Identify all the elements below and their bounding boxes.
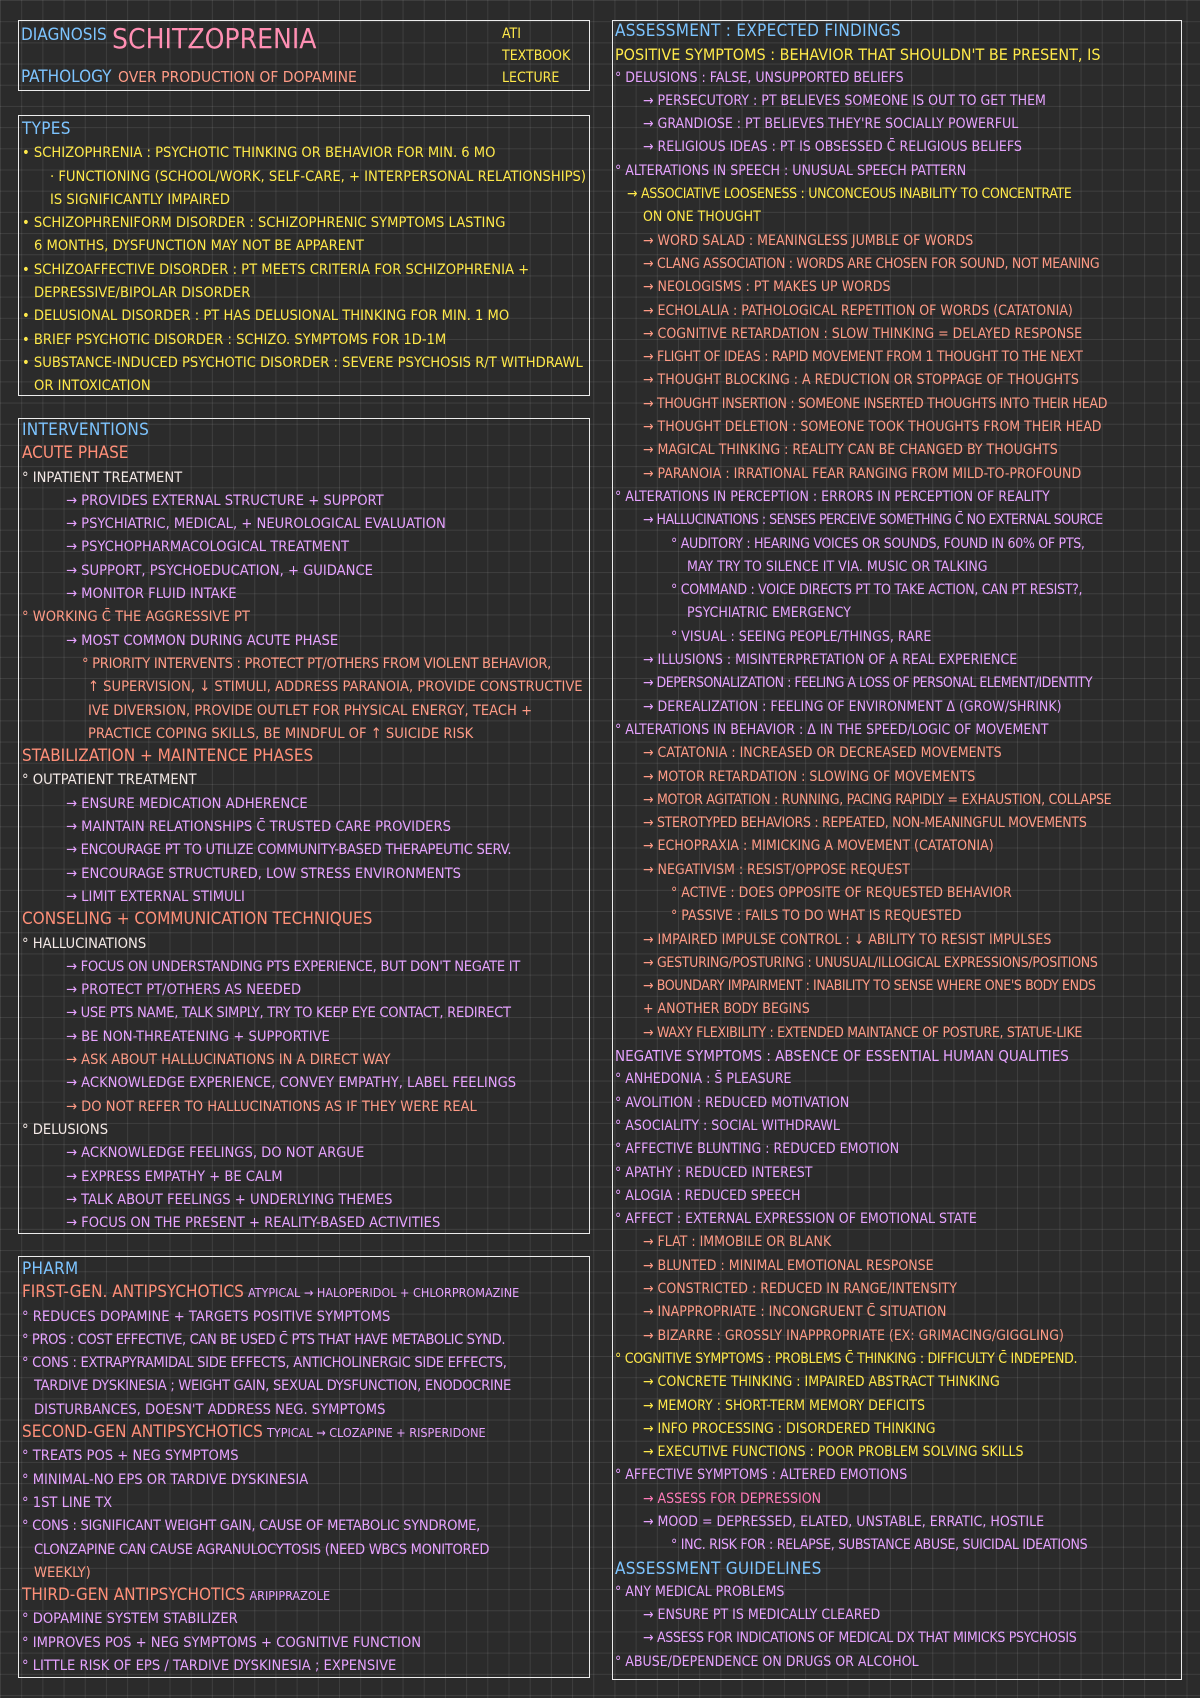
type-line: IS SIGNIFICANTLY IMPAIRED bbox=[50, 190, 230, 208]
pos-line: → IMPAIRED IMPULSE CONTROL : ↓ ABILITY TO RESIST IMPULSES bbox=[643, 931, 1052, 948]
comm-line: ° HALLUCINATIONS bbox=[22, 934, 147, 952]
pos-line: ° DELUSIONS : FALSE, UNSUPPORTED BELIEFS bbox=[615, 69, 904, 86]
pos-line: MAY TRY TO SILENCE IT VIA. MUSIC OR TALKING bbox=[687, 558, 988, 575]
guide-line: ° ANY MEDICAL PROBLEMS bbox=[615, 1583, 785, 1600]
pos-line: ° ACTIVE : DOES OPPOSITE OF REQUESTED BEHAVIOR bbox=[671, 884, 1012, 901]
pos-line: ° VISUAL : SEEING PEOPLE/THINGS, RARE bbox=[671, 628, 932, 645]
pos-line: → ILLUSIONS : MISINTERPRETATION OF A REAL EXPERIENCE bbox=[643, 652, 1018, 669]
pos-line: → BOUNDARY IMPAIRMENT : INABILITY TO SENSE WHERE ONE'S BODY ENDS bbox=[643, 978, 1096, 995]
pos-line: ° ALTERATIONS IN BEHAVIOR : Δ IN THE SPEED/LOGIC OF MOVEMENT bbox=[615, 721, 1049, 738]
comm-line: → EXPRESS EMPATHY + BE CALM bbox=[66, 1167, 283, 1185]
type-line: • SCHIZOPHRENIFORM DISORDER : SCHIZOPHRENIC SYMPTOMS LASTING bbox=[22, 214, 506, 232]
pos-line: → WORD SALAD : MEANINGLESS JUMBLE OF WORDS bbox=[643, 232, 974, 249]
neg-line: ° APATHY : REDUCED INTEREST bbox=[615, 1164, 813, 1181]
pos-line: → HALLUCINATIONS : SENSES PERCEIVE SOMETHING C̄ NO EXTERNAL SOURCE bbox=[643, 512, 1103, 529]
negative-symptoms-heading: NEGATIVE SYMPTOMS : ABSENCE OF ESSENTIAL HUMAN QUALITIES bbox=[615, 1047, 1069, 1066]
pos-line: → WAXY FLEXIBILITY : EXTENDED MAINTANCE OF POSTURE, STATUE-LIKE bbox=[643, 1024, 1083, 1041]
pos-line: → FLIGHT OF IDEAS : RAPID MOVEMENT FROM 1 THOUGHT TO THE NEXT bbox=[643, 349, 1083, 366]
third-gen-heading: THIRD-GEN ANTIPSYCHOTICS bbox=[22, 1585, 246, 1606]
neg-line: ° ASOCIALITY : SOCIAL WITHDRAWL bbox=[615, 1117, 840, 1134]
neg-line: → CONSTRICTED : REDUCED IN RANGE/INTENSITY bbox=[643, 1281, 957, 1298]
interventions-title: INTERVENTIONS bbox=[22, 420, 150, 440]
pos-line: → ECHOLALIA : PATHOLOGICAL REPETITION OF WORDS (CATATONIA) bbox=[643, 302, 1073, 319]
pos-line: → CATATONIA : INCREASED OR DECREASED MOVEMENTS bbox=[643, 745, 1002, 762]
acute-line: → PROVIDES EXTERNAL STRUCTURE + SUPPORT bbox=[66, 491, 384, 509]
diagnosis-label: DIAGNOSIS bbox=[21, 25, 107, 45]
acute-line: ° WORKING C̄ THE AGGRESSIVE PT bbox=[22, 608, 250, 626]
type-line: · FUNCTIONING (SCHOOL/WORK, SELF-CARE, + INTERPERSONAL RELATIONSHIPS) bbox=[50, 167, 586, 185]
pos-line: → COGNITIVE RETARDATION : SLOW THINKING = DELAYED RESPONSE bbox=[643, 325, 1083, 342]
pos-line: → MOTOR AGITATION : RUNNING, PACING RAPIDLY = EXHAUSTION, COLLAPSE bbox=[643, 791, 1112, 808]
aff-line: → MOOD = DEPRESSED, ELATED, UNSTABLE, ERRATIC, HOSTILE bbox=[643, 1514, 1045, 1530]
third-gen-heading-row bbox=[22, 1584, 587, 1607]
pos-line: + ANOTHER BODY BEGINS bbox=[643, 1001, 810, 1018]
acute-line: → MOST COMMON DURING ACUTE PHASE bbox=[66, 631, 339, 649]
pos-line: → THOUGHT INSERTION : SOMEONE INSERTED THOUGHTS INTO THEIR HEAD bbox=[643, 395, 1108, 412]
acute-line: → PSYCHOPHARMACOLOGICAL TREATMENT bbox=[66, 538, 350, 556]
pos-line: → NEGATIVISM : RESIST/OPPOSE REQUEST bbox=[643, 861, 910, 878]
second-gen-line: WEEKLY) bbox=[34, 1563, 91, 1581]
type-line: DEPRESSIVE/BIPOLAR DISORDER bbox=[34, 284, 251, 302]
source-textbook: TEXTBOOK bbox=[502, 48, 571, 64]
type-line: OR INTOXICATION bbox=[34, 377, 151, 395]
neg-line: ° ANHEDONIA : S̄ PLEASURE bbox=[615, 1071, 792, 1088]
stab-line: → MAINTAIN RELATIONSHIPS C̄ TRUSTED CARE PROVIDERS bbox=[66, 818, 451, 836]
interventions-section bbox=[22, 419, 587, 1234]
cog-line: → INFO PROCESSING : DISORDERED THINKING bbox=[643, 1420, 936, 1437]
neg-line: ° AFFECT : EXTERNAL EXPRESSION OF EMOTIONAL STATE bbox=[615, 1211, 977, 1228]
second-gen-drugs: TYPICAL → CLOZAPINE + RISPERIDONE bbox=[267, 1425, 486, 1441]
third-gen-drugs: ARIPIPRAZOLE bbox=[249, 1588, 331, 1604]
pos-line: → GRANDIOSE : PT BELIEVES THEY'RE SOCIALLY POWERFUL bbox=[643, 116, 1019, 133]
affective-symptoms-heading: ° AFFECTIVE SYMPTOMS : ALTERED EMOTIONS bbox=[615, 1467, 908, 1484]
pos-line: → PARANOIA : IRRATIONAL FEAR RANGING FROM MILD-TO-PROFOUND bbox=[643, 465, 1082, 482]
acute-line: PRACTICE COPING SKILLS, BE MINDFUL OF ↑ SUICIDE RISK bbox=[88, 724, 474, 742]
pos-line: → MAGICAL THINKING : REALITY CAN BE CHANGED BY THOUGHTS bbox=[643, 442, 1058, 459]
cog-line: → CONCRETE THINKING : IMPAIRED ABSTRACT THINKING bbox=[643, 1374, 1000, 1391]
acute-line: → SUPPORT, PSYCHOEDUCATION, + GUIDANCE bbox=[66, 561, 373, 579]
acute-line: → MONITOR FLUID INTAKE bbox=[66, 585, 237, 603]
sources-list bbox=[502, 23, 570, 89]
second-gen-line: ° 1ST LINE TX bbox=[22, 1493, 113, 1511]
comm-line: → TALK ABOUT FEELINGS + UNDERLYING THEMES bbox=[66, 1190, 393, 1208]
acute-line: ° PRIORITY INTERVENTS : PROTECT PT/OTHERS FROM VIOLENT BEHAVIOR, bbox=[82, 654, 552, 672]
comm-line: → BE NON-THREATENING + SUPPORTIVE bbox=[66, 1027, 330, 1045]
acute-line: → PSYCHIATRIC, MEDICAL, + NEUROLOGICAL EVALUATION bbox=[66, 515, 446, 533]
assessment-section bbox=[615, 20, 1181, 1674]
stab-line: → ENCOURAGE PT TO UTILIZE COMMUNITY-BASED THERAPEUTIC SERV. bbox=[66, 841, 512, 859]
positive-symptoms-heading: POSITIVE SYMPTOMS : BEHAVIOR THAT SHOULDN'T BE PRESENT, IS bbox=[615, 45, 1101, 65]
pos-line: → CLANG ASSOCIATION : WORDS ARE CHOSEN FOR SOUND, NOT MEANING bbox=[643, 255, 1100, 272]
cog-line: → MEMORY : SHORT-TERM MEMORY DEFICITS bbox=[643, 1397, 925, 1414]
neg-line: → FLAT : IMMOBILE OR BLANK bbox=[643, 1234, 832, 1251]
comm-line: → USE PTS NAME, TALK SIMPLY, TRY TO KEEP EYE CONTACT, REDIRECT bbox=[66, 1004, 511, 1022]
guide-line: → ENSURE PT IS MEDICALLY CLEARED bbox=[643, 1607, 881, 1624]
pos-line: ° ALTERATIONS IN SPEECH : UNUSUAL SPEECH PATTERN bbox=[615, 162, 967, 179]
type-line: • SUBSTANCE-INDUCED PSYCHOTIC DISORDER : SEVERE PSYCHOSIS R/T WITHDRAWL bbox=[22, 353, 583, 371]
cognitive-symptoms-heading: ° COGNITIVE SYMPTOMS : PROBLEMS C̄ THINKING : DIFFICULTY C̄ INDEPEND. bbox=[615, 1350, 1078, 1367]
counseling-heading: CONSELING + COMMUNICATION TECHNIQUES bbox=[22, 909, 373, 930]
pathology-value: OVER PRODUCTION OF DOPAMINE bbox=[118, 68, 357, 86]
diagnosis-title: SCHITZOPRENIA bbox=[112, 22, 317, 55]
first-gen-line: ° REDUCES DOPAMINE + TARGETS POSITIVE SYMPTOMS bbox=[22, 1307, 391, 1325]
pos-line: ° COMMAND : VOICE DIRECTS PT TO TAKE ACTION, CAN PT RESIST?, bbox=[671, 582, 1083, 599]
pathology-label: PATHOLOGY bbox=[21, 67, 112, 87]
pos-line: → THOUGHT DELETION : SOMEONE TOOK THOUGHTS FROM THEIR HEAD bbox=[643, 419, 1102, 436]
first-gen-drugs: ATYPICAL → HALOPERIDOL + CHLORPROMAZINE bbox=[247, 1285, 520, 1301]
pos-line: ° PASSIVE : FAILS TO DO WHAT IS REQUESTED bbox=[671, 908, 962, 925]
pos-line: → RELIGIOUS IDEAS : PT IS OBSESSED C̄ RELIGIOUS BELIEFS bbox=[643, 139, 1022, 156]
acute-phase-heading: ACUTE PHASE bbox=[22, 443, 129, 464]
first-gen-heading-row bbox=[22, 1281, 587, 1304]
cog-line: → EXECUTIVE FUNCTIONS : POOR PROBLEM SOLVING SKILLS bbox=[643, 1444, 1024, 1461]
type-line: • DELUSIONAL DISORDER : PT HAS DELUSIONAL THINKING FOR MIN. 1 MO bbox=[22, 307, 510, 325]
acute-line: ↑ SUPERVISION, ↓ STIMULI, ADDRESS PARANOIA, PROVIDE CONSTRUCTIVE bbox=[88, 678, 583, 696]
first-gen-line: ° PROS : COST EFFECTIVE, CAN BE USED C̄ PTS THAT HAVE METABOLIC SYND. bbox=[22, 1330, 506, 1348]
pos-line: → DEREALIZATION : FEELING OF ENVIRONMENT Δ (GROW/SHRINK) bbox=[643, 698, 1062, 715]
pos-line: → DEPERSONALIZATION : FEELING A LOSS OF PERSONAL ELEMENT/IDENTITY bbox=[643, 675, 1093, 692]
pharm-section bbox=[22, 1258, 587, 1677]
types-title: TYPES bbox=[22, 119, 71, 139]
pos-line: ° AUDITORY : HEARING VOICES OR SOUNDS, FOUND IN 60% OF PTS, bbox=[671, 535, 1085, 552]
acute-line: IVE DIVERSION, PROVIDE OUTLET FOR PHYSICAL ENERGY, TEACH + bbox=[88, 701, 533, 719]
neg-line: ° ALOGIA : REDUCED SPEECH bbox=[615, 1187, 801, 1204]
aff-line: ° INC. RISK FOR : RELAPSE, SUBSTANCE ABUSE, SUICIDAL IDEATIONS bbox=[671, 1537, 1088, 1554]
first-gen-line: DISTURBANCES, DOESN'T ADDRESS NEG. SYMPTOMS bbox=[34, 1400, 386, 1418]
assessment-title: ASSESSMENT : EXPECTED FINDINGS bbox=[615, 21, 901, 41]
types-section bbox=[22, 118, 587, 398]
comm-line: → PROTECT PT/OTHERS AS NEEDED bbox=[66, 981, 302, 999]
first-gen-line: ° CONS : EXTRAPYRAMIDAL SIDE EFFECTS, ANTICHOLINERGIC SIDE EFFECTS, bbox=[22, 1354, 507, 1372]
pos-line: → THOUGHT BLOCKING : A REDUCTION OR STOPPAGE OF THOUGHTS bbox=[643, 372, 1079, 389]
comm-line: → ACKNOWLEDGE FEELINGS, DO NOT ARGUE bbox=[66, 1144, 365, 1162]
pos-line: → ECHOPRAXIA : MIMICKING A MOVEMENT (CATATONIA) bbox=[643, 838, 994, 855]
second-gen-line: ° MINIMAL-NO EPS OR TARDIVE DYSKINESIA bbox=[22, 1470, 309, 1488]
stab-line: ° OUTPATIENT TREATMENT bbox=[22, 771, 197, 789]
pos-line: → ASSOCIATIVE LOOSENESS : UNCONCEOUS INABILITY TO CONCENTRATE bbox=[627, 186, 1072, 203]
neg-line: ° AFFECTIVE BLUNTING : REDUCED EMOTION bbox=[615, 1141, 900, 1158]
stab-line: → LIMIT EXTERNAL STIMULI bbox=[66, 887, 245, 905]
aff-line: → ASSESS FOR DEPRESSION bbox=[643, 1490, 822, 1507]
type-line: • BRIEF PSYCHOTIC DISORDER : SCHIZO. SYMPTOMS FOR 1D-1M bbox=[22, 330, 447, 348]
second-gen-line: ° TREATS POS + NEG SYMPTOMS bbox=[22, 1447, 239, 1465]
second-gen-line: ° CONS : SIGNIFICANT WEIGHT GAIN, CAUSE OF METABOLIC SYNDROME, bbox=[22, 1517, 481, 1535]
source-lecture: LECTURE bbox=[502, 70, 560, 86]
comm-line: → FOCUS ON THE PRESENT + REALITY-BASED ACTIVITIES bbox=[66, 1214, 441, 1232]
guide-line: → ASSESS FOR INDICATIONS OF MEDICAL DX THAT MIMICKS PSYCHOSIS bbox=[643, 1630, 1077, 1647]
third-gen-line: ° IMPROVES POS + NEG SYMPTOMS + COGNITIVE FUNCTION bbox=[22, 1633, 422, 1651]
pos-line: → NEOLOGISMS : PT MAKES UP WORDS bbox=[643, 279, 891, 296]
second-gen-heading: SECOND-GEN ANTIPSYCHOTICS bbox=[22, 1422, 263, 1443]
assessment-guidelines-heading: ASSESSMENT GUIDELINES bbox=[615, 1558, 822, 1579]
stab-line: → ENCOURAGE STRUCTURED, LOW STRESS ENVIRONMENTS bbox=[66, 864, 461, 882]
pos-line: ON ONE THOUGHT bbox=[643, 209, 761, 226]
comm-line: → ASK ABOUT HALLUCINATIONS IN A DIRECT WAY bbox=[66, 1051, 391, 1069]
neg-line: ° AVOLITION : REDUCED MOTIVATION bbox=[615, 1094, 850, 1111]
pos-line: → PERSECUTORY : PT BELIEVES SOMEONE IS OUT TO GET THEM bbox=[643, 92, 1046, 109]
third-gen-line: ° DOPAMINE SYSTEM STABILIZER bbox=[22, 1610, 238, 1628]
third-gen-line: ° LITTLE RISK OF EPS / TARDIVE DYSKINESIA ; EXPENSIVE bbox=[22, 1657, 397, 1675]
guide-line: ° ABUSE/DEPENDENCE ON DRUGS OR ALCOHOL bbox=[615, 1653, 919, 1670]
comm-line: → FOCUS ON UNDERSTANDING PTS EXPERIENCE, BUT DON'T NEGATE IT bbox=[66, 957, 520, 975]
pos-line: → GESTURING/POSTURING : UNUSUAL/ILLOGICAL EXPRESSIONS/POSITIONS bbox=[643, 954, 1098, 971]
pos-line: PSYCHIATRIC EMERGENCY bbox=[687, 605, 851, 622]
comm-line: → ACKNOWLEDGE EXPERIENCE, CONVEY EMPATHY, LABEL FEELINGS bbox=[66, 1074, 517, 1092]
type-line: 6 MONTHS, DYSFUNCTION MAY NOT BE APPARENT bbox=[34, 237, 364, 255]
pos-line: → STEROTYPED BEHAVIORS : REPEATED, NON-MEANINGFUL MOVEMENTS bbox=[643, 815, 1087, 832]
neg-line: → INAPPROPRIATE : INCONGRUENT C̄ SITUATION bbox=[643, 1304, 947, 1321]
second-gen-heading-row bbox=[22, 1421, 587, 1444]
first-gen-line: TARDIVE DYSKINESIA ; WEIGHT GAIN, SEXUAL DYSFUNCTION, ENODOCRINE bbox=[34, 1377, 512, 1395]
neg-line: → BLUNTED : MINIMAL EMOTIONAL RESPONSE bbox=[643, 1257, 934, 1274]
source-ati: ATI bbox=[502, 26, 521, 42]
acute-line: ° INPATIENT TREATMENT bbox=[22, 468, 183, 486]
type-line: • SCHIZOPHRENIA : PSYCHOTIC THINKING OR BEHAVIOR FOR MIN. 6 MO bbox=[22, 144, 496, 162]
type-line: • SCHIZOAFFECTIVE DISORDER : PT MEETS CRITERIA FOR SCHIZOPHRENIA + bbox=[22, 260, 530, 278]
pos-line: → MOTOR RETARDATION : SLOWING OF MOVEMENTS bbox=[643, 768, 976, 785]
stabilization-heading: STABILIZATION + MAINTENCE PHASES bbox=[22, 746, 314, 767]
second-gen-line: CLONZAPINE CAN CAUSE AGRANULOCYTOSIS (NEED WBCS MONITORED bbox=[34, 1540, 490, 1558]
neg-line: → BIZARRE : GROSSLY INAPPROPRIATE (EX: GRIMACING/GIGGLING) bbox=[643, 1327, 1064, 1344]
pos-line: ° ALTERATIONS IN PERCEPTION : ERRORS IN PERCEPTION OF REALITY bbox=[615, 488, 1050, 505]
stab-line: → ENSURE MEDICATION ADHERENCE bbox=[66, 794, 308, 812]
comm-line: → DO NOT REFER TO HALLUCINATIONS AS IF THEY WERE REAL bbox=[66, 1097, 477, 1115]
first-gen-heading: FIRST-GEN. ANTIPSYCHOTICS bbox=[22, 1282, 244, 1303]
pharm-title: PHARM bbox=[22, 1259, 79, 1279]
comm-line: ° DELUSIONS bbox=[22, 1120, 109, 1138]
